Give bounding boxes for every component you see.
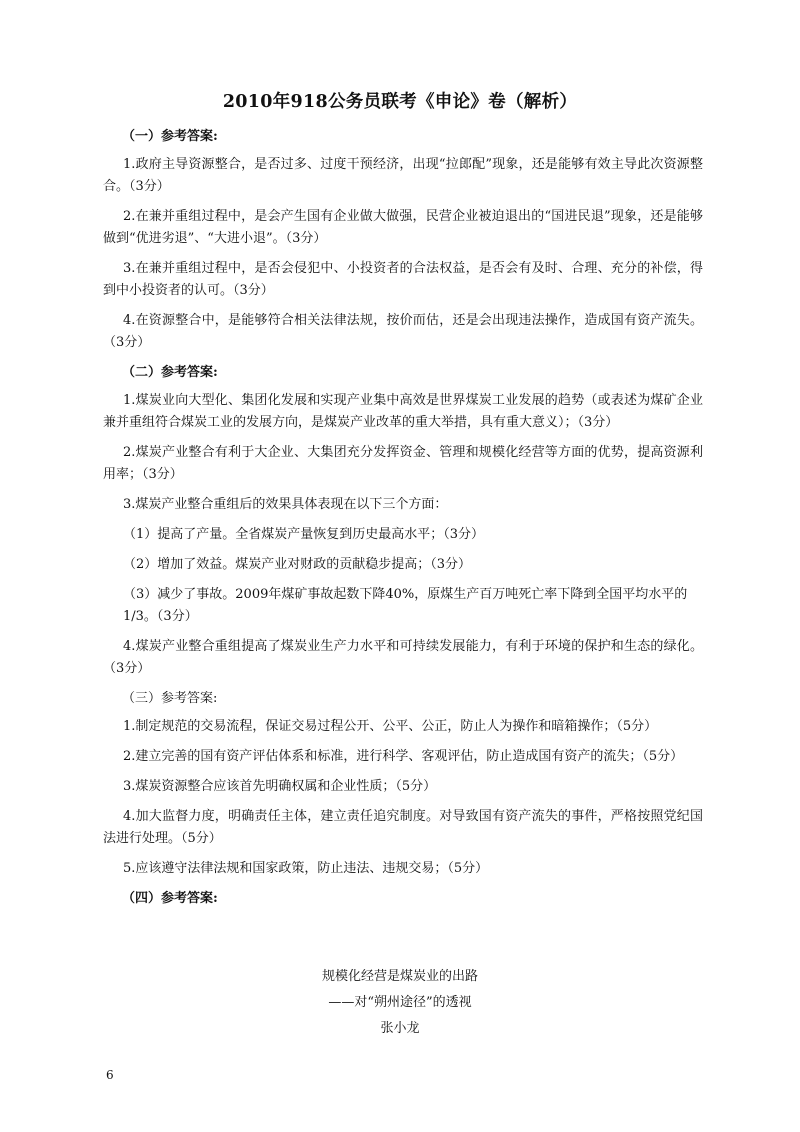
- section-1-item-2: 2.在兼并重组过程中，是会产生国有企业做大做强，民营企业被迫退出的“国进民退”现象，还是能够做到“优进劣退”、“大进小退”。（3分）: [103, 209, 703, 246]
- document-title: 2010年918公务员联考《申论》卷（解析）: [222, 92, 578, 112]
- section-1-item-3: 3.在兼并重组过程中，是否会侵犯中、小投资者的合法权益，是否会有及时、合理、充分的补偿，得到中小投资者的认可。（3分）: [103, 261, 703, 298]
- section-1-heading: （一）参考答案:: [122, 129, 218, 144]
- section-2-heading: （二）参考答案:: [122, 365, 218, 380]
- section-2-subitem-1: （1）提高了产量。全省煤炭产量恢复到历史最高水平；（3分）: [123, 527, 485, 542]
- document-body: [103, 126, 703, 916]
- essay-subtitle: ——对“朔州途径”的透视: [328, 995, 472, 1010]
- section-1-item-1: 1.政府主导资源整合，是否过多、过度干预经济，出现“拉郎配”现象，还是能够有效主导此次资源整合。（3分）: [103, 157, 703, 194]
- section-4-heading: （四）参考答案:: [122, 891, 218, 906]
- section-2-subitem-3: （3）减少了事故。2009年煤矿事故起数下降40%，原煤生产百万吨死亡率下降到全国平均水平的1/3。（3分）: [123, 587, 688, 624]
- section-3-item-5: 5.应该遵守法律法规和国家政策，防止违法、违规交易；（5分）: [123, 861, 489, 876]
- section-2-item-2: 2.煤炭产业整合有利于大企业、大集团充分发挥资金、管理和规模化经营等方面的优势，提高资源利用率；（3分）: [103, 445, 703, 482]
- section-3-heading: （三）参考答案:: [122, 691, 218, 706]
- section-3-item-4: 4.加大监督力度，明确责任主体，建立责任追究制度。对导致国有资产流失的事件，严格按照党纪国法进行处理。（5分）: [103, 809, 703, 846]
- section-2-subitem-2: （2）增加了效益。煤炭产业对财政的贡献稳步提高；（3分）: [123, 557, 472, 572]
- section-3-item-3: 3.煤炭资源整合应该首先明确权属和企业性质；（5分）: [123, 779, 437, 794]
- section-2-item-4: 4.煤炭产业整合重组提高了煤炭业生产力水平和可持续发展能力，有利于环境的保护和生态的绿化。（3分）: [103, 639, 703, 676]
- essay-author: 张小龙: [380, 1021, 420, 1036]
- page-number: 6: [106, 1068, 114, 1082]
- section-2-item-3: 3.煤炭产业整合重组后的效果具体表现在以下三个方面：: [123, 497, 448, 512]
- essay-title: 规模化经营是煤炭业的出路: [321, 969, 478, 984]
- section-3-item-2: 2.建立完善的国有资产评估体系和标准，进行科学、客观评估，防止造成国有资产的流失；（5分）: [123, 749, 684, 764]
- section-1-item-4: 4.在资源整合中，是能够符合相关法律法规，按价而估，还是会出现违法操作，造成国有资产流失。（3分）: [103, 313, 703, 350]
- section-2-item-1: 1.煤炭业向大型化、集团化发展和实现产业集中高效是世界煤炭工业发展的趋势（或表述为煤矿企业兼并重组符合煤炭工业的发展方向，是煤炭产业改革的重大举措，具有重大意义）；（3分）: [103, 393, 703, 430]
- section-3-item-1: 1.制定规范的交易流程，保证交易过程公开、公平、公正，防止人为操作和暗箱操作；（5分）: [123, 719, 658, 734]
- essay-header: [0, 964, 800, 1042]
